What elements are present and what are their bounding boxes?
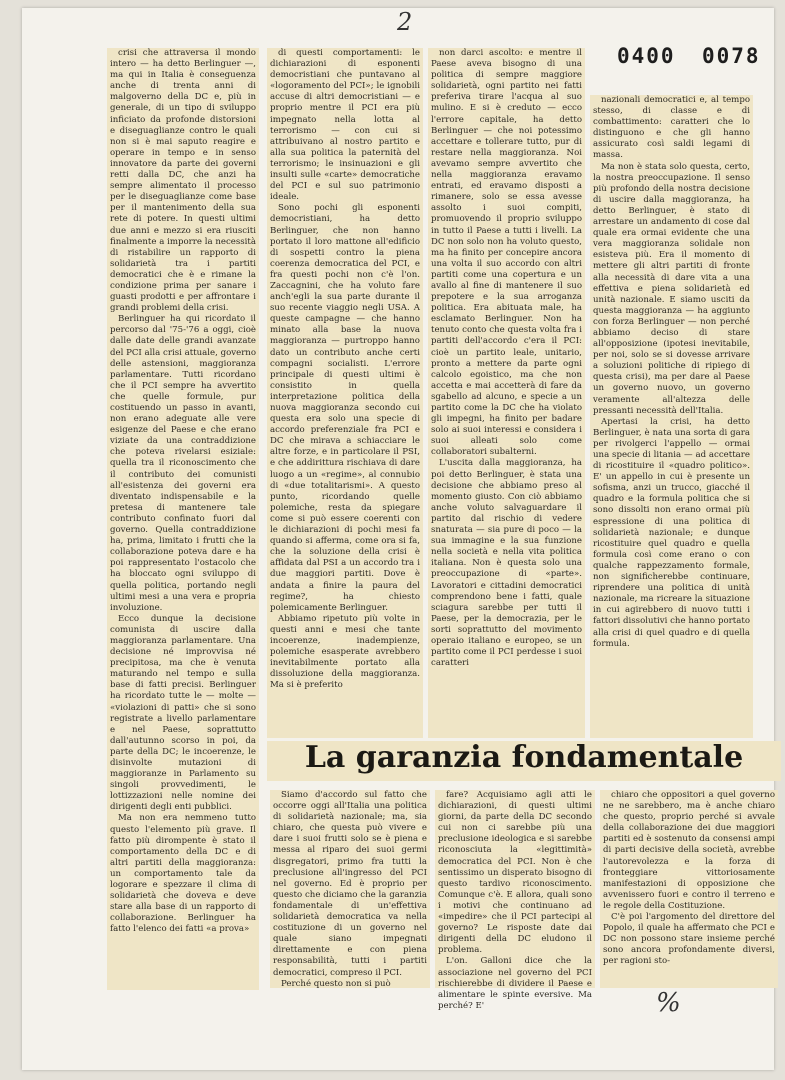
stamp-number-left: 0400 [617,44,676,68]
handwritten-mark: % [656,988,681,1018]
paragraph: Sono pochi gli esponenti democristiani, ha detto Berlinguer, che non hanno portato il loro mattone all'edificio di sospetti contro la piena coerenza democratica del PCI, e fra questi pochi non c'è l'on. Zaccagnini, che ha voluto fare anch'egli la sua parte durante il suo recente viaggio negli USA. A queste campagne — che hanno minato alla base la nuova maggioranza — purtroppo hanno dato un contributo anche certi compagni socialisti. L'errore principale di questi ultimi è consistito in quella interpretazione politica della nuova maggioranza secondo cui questa era solo una specie di accordo preferenziale fra PCI e DC che mirava a schiacciare le altre forze, e in particolare il PSI, e che addirittura rischiava di dare luogo a un «regime», al connubio di «due totalitarismi». A questo punto, ricordando quelle polemiche, resta da spiegare come si può essere coerenti con le dichiarazioni di pochi mesi fa quando si afferma, come ora si fa, che la soluzione della crisi è affidata dal PSI a un accordo tra i due maggiori partiti. Dove è andata a finire la paura del regime?, ha chiesto polemicamente Berlinguer. [270,203,420,613]
paragraph: L'on. Galloni dice che la associazione nel governo del PCI rischierebbe di dividere il Paese e alimentare le spinte eversive. Ma perché? E' [438,956,592,1011]
paragraph: crisi che attraversa il mondo intero — ha detto Berlinguer —, ma qui in Italia è conseguenza anche di trenta anni di malgoverno della DC e, più in generale, di un tipo di sviluppo inficiato da profonde distorsioni e diseguaglianze contro le quali non si è mai saputo reagire e operare in tempo e in senso innovatore da parte dei governi retti dalla DC, che anzi ha sempre alimentato il processo per le diseguaglianze come base per il mantenimento della sua rete di potere. In questi ultimi due anni e mezzo si era riusciti finalmente a imporre la necessità di ristabilire un rapporto di solidarietà tra i partiti democratici che è e rimane la condizione prima per sanare i guasti prodotti e per affrontare i grandi problemi della crisi. [110,48,256,314]
article-column-3 [428,48,585,738]
paragraph: Ma non è stata solo questa, certo, la nostra preoccupazione. Il senso più profondo della nostra decisione di uscire dalla maggioranza, ha detto Berlinguer, è stato di arrestare un andamento di cose dal quale era ormai evidente che una vera maggioranza solidale non esisteva più. Era il momento di mettere gli altri partiti di fronte alla necessità di dare vita a una effettiva e piena solidarietà ed unità nazionale. E siamo usciti da questa maggioranza — ha aggiunto con forza Berlinguer — non perché abbiamo deciso di stare all'opposizione (ipotesi inevitabile, per noi, solo se si dovesse arrivare a soluzioni politiche di ripiego di questa crisi), ma per dare al Paese un governo nuovo, un governo veramente all'altezza delle pressanti necessità dell'Italia. [593,161,750,416]
paragraph: Siamo d'accordo sul fatto che occorre oggi all'Italia una politica di solidarietà nazionale; ma, sia chiaro, che questa può vivere e dare i suoi frutti solo se è piena e messa al riparo dei suoi germi disgregatori, primo fra tutti la preclusione all'ingresso del PCI nel governo. Ed è proprio per questo che diciamo che la garanzia fondamentale di un'effettiva solidarietà democratica va nella costituzione di un governo nel quale siano impegnati direttamente e con piena responsabilità, tutti i partiti democratici, compreso il PCI. [273,790,427,978]
paragraph: L'uscita dalla maggioranza, ha poi detto Berlinguer, è stata una decisione che abbiamo preso al momento giusto. Con ciò abbiamo anche voluto salvaguardare il partito dal rischio di vedere snaturata — sia pure di poco — la sua immagine e la sua funzione nella società e nella vita politica italiana. Non è questa solo una preoccupazione di «parte». Lavoratori e cittadini democratici comprendono bene i fatti, quale sciagura sarebbe per tutti il Paese, per la democrazia, per le sorti soprattutto del movimento operaio italiano e europeo, se un partito come il PCI perdesse i suoi caratteri [431,458,582,669]
stamp-number-right: 0078 [702,44,761,68]
paragraph: Berlinguer ha qui ricordato il percorso dal '75-'76 a oggi, cioè dalle date delle grandi avanzate del PCI alla crisi attuale, governo delle astensioni, maggioranza parlamentare. Tutti ricordano che il PCI sempre ha avvertito che quelle formule, pur costituendo un passo in avanti, non erano adeguate alle vere esigenze del Paese e che erano viziate da una contraddizione che poteva rivelarsi esiziale: quella tra il riconoscimento che il contributo dei comunisti all'esistenza dei governi era diventato indispensabile e la pretesa di mantenere tale contributo confinato fuori dal governo. Quella contraddizione ha, prima, limitato i frutti che la collaborazione poteva dare e ha poi rappresentato l'ostacolo che ha bloccato ogni sviluppo di quella politica, portando negli ultimi mesi a una vera e propria involuzione. [110,314,257,613]
paragraph: di questi comportamenti: le dichiarazioni di esponenti democristiani che puntavano al «logoramento del PCI»; le ignobili accuse di altri democristiani — e proprio mentre il PCI era più impegnato nella lotta al terrorismo — con cui si attribuivano al nostro partito e alla sua politica la paternità del terrorismo; le insinuazioni e gli insulti sulle «carte» democratiche del PCI e sul suo patrimonio ideale. [270,48,420,203]
paragraph: Ecco dunque la decisione comunista di uscire dalla maggioranza parlamentare. Una decisione né improvvisa né precipitosa, ma che è venuta maturando nel tempo e sulla base di fatti precisi. Berlinguer ha ricordato tutte le — molte — «violazioni di patti» che si sono registrate a livello parlamentare e nel Paese, soprattutto dall'autunno scorso in poi, da parte della DC; le incoerenze, le disinvolte mutazioni di maggioranze in Parlamento su singoli provvedimenti, le lottizzazioni nelle nomine dei dirigenti degli enti pubblici. [110,613,256,813]
paragraph: Ma non era nemmeno tutto questo l'elemento più grave. Il fatto più dirompente è stato il comportamento della DC e di altri partiti della maggioranza: un comportamento tale da logorare e spezzare il clima di solidarietà che doveva e deve stare alla base di un rapporto di collaborazione. Berlinguer ha fatto l'elenco dei fatti «a prova» [110,813,256,935]
paragraph: fare? Acquisiamo agli atti le dichiarazioni, di questi ultimi giorni, da parte della DC secondo cui non ci sarebbe più una preclusione ideologica e si sarebbe riconosciuta la «legittimità» democratica del PCI. Non è che sentissimo un disperato bisogno di questo tardivo riconoscimento. Comunque c'è. E allora, quali sono i motivi che continuano ad «impedire» che il PCI partecipi al governo? Le risposte date dai dirigenti della DC eludono il problema. [438,790,592,956]
paragraph: Abbiamo ripetuto più volte in questi anni e mesi che tante incoerenze, inadempienze, polemiche esasperate avrebbero inevitabilmente portato alla dissoluzione della maggioranza. Ma si è preferito [270,613,420,691]
handwritten-page-number: 2 [397,8,413,36]
article-column-2 [267,48,423,738]
paragraph: chiaro che oppositori a quel governo ne ne sarebbero, ma è anche chiaro che questo, proprio perché si avvale della collaborazione dei due maggiori partiti ed è sostenuto da consensi ampi di parti decisive della società, avrebbe l'autorevolezza e la forza di fronteggiare vittoriosamente manifestazioni di opposizione che avvenissero fuori e contro il terreno e le regole della Costituzione. [603,790,775,911]
article-column-1 [107,48,259,990]
paragraph: C'è poi l'argomento del direttore del Popolo, il quale ha affermato che PCI e DC non possono stare insieme perché sono ancora profondamente diversi, per ragioni sto- [603,912,775,967]
article-bottom-column-2 [435,790,595,1011]
paragraph: non darci ascolto: e mentre il Paese aveva bisogno di una politica di sempre maggiore solidarietà, ogni partito nei fatti preferiva tirare l'acqua al suo mulino. E si è creduto — ecco l'errore capitale, ha detto Berlinguer — che noi potessimo accettare e tollerare tutto, pur di restare nella maggioranza. Noi avevamo sempre avvertito che nella maggioranza eravamo entrati, ed eravamo disposti a rimanere, solo se essa avesse assolto i suoi compiti, promuovendo il proprio sviluppo in tutto il Paese a tutti i livelli. La DC non solo non ha voluto questo, ma ha finito per concepire ancora una volta il suo accordo con altri partiti come una copertura e un avallo al fine di mantenere il suo prepotere e la sua arroganza politica. Era abituata male, ha esclamato Berlinguer. Non ha tenuto conto che questa volta fra i partiti dell'accordo c'era il PCI: cioè un partito leale, unitario, pronto a mettere da parte ogni calcolo egoistico, ma che non accetta e mai accetterà di fare da sgabello ad alcuno, e specie a un partito come la DC che ha violato gli impegni, ha finito per badare solo ai suoi interessi e considera i suoi alleati solo come collaboratori subalterni. [431,48,582,458]
article-bottom-column-1 [270,790,430,988]
paragraph: Perché questo non si può [281,978,391,989]
paragraph: Apertasi la crisi, ha detto Berlinguer, è nata una sorta di gara per rivolgerci l'appello — ormai una specie di litania — ad accettare di ricostituire il «quadro politico». E' un appello in cui è presente un sofisma, anzi un trucco, giacché il quadro e la formula politica che si sono dissolti non erano ormai più espressione di una politica di solidarietà nazionale; e dunque ricostituire quel quadro e quella formula così come erano o con qualche rappezzamento formale, non significherebbe continuare, riprendere una politica di unità nazionale, ma ricreare la situazione in cui agirebbero di nuovo tutti i fattori dissolutivi che hanno portato alla crisi di quel quadro e di quella formula. [593,416,750,649]
paragraph: nazionali democratici e, al tempo stesso, di classe e di combattimento: caratteri che lo distinguono e che gli hanno assicurato così saldi legami di massa. [593,95,750,161]
article-column-4 [590,95,753,738]
article-headline: La garanzia fondamentale [267,741,781,781]
article-bottom-column-3 [600,790,778,988]
